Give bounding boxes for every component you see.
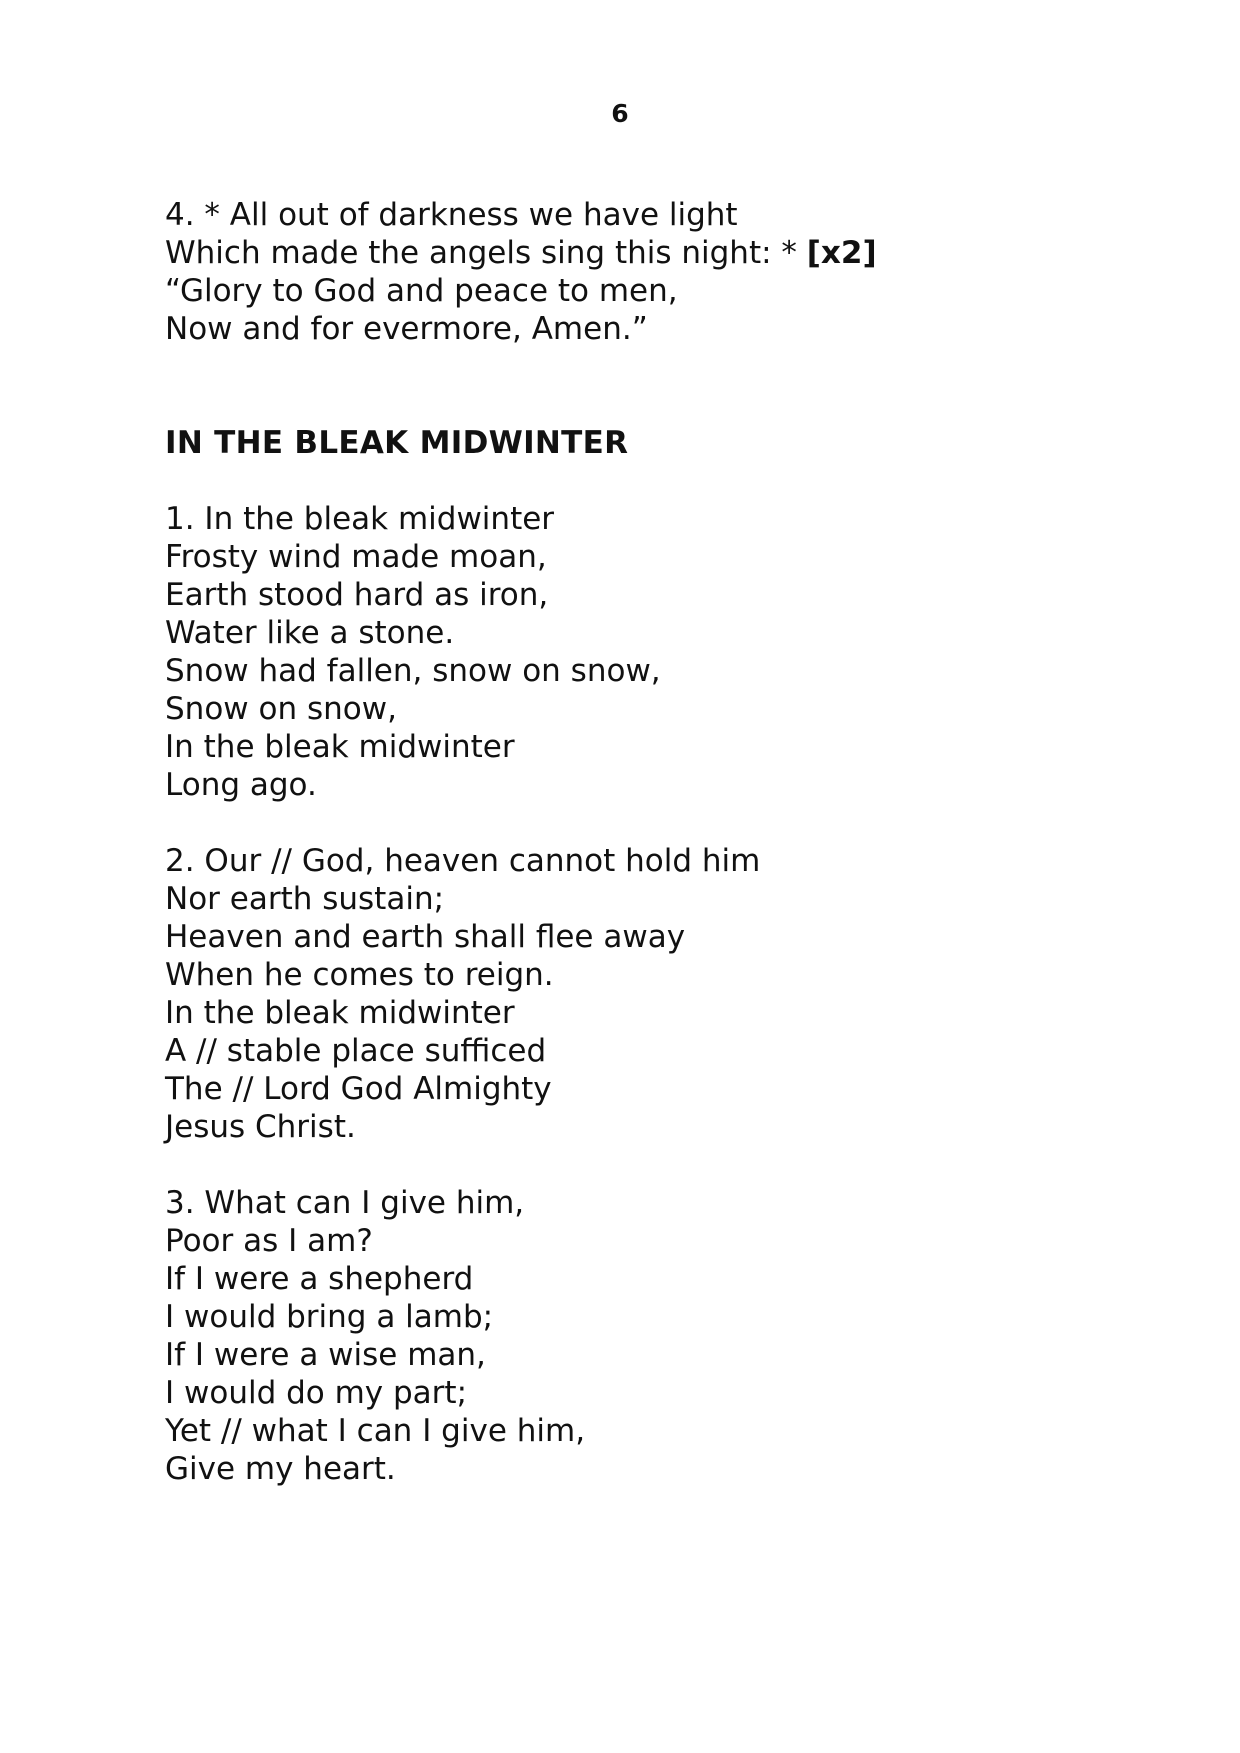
verse-line: 1. In the bleak midwinter [165,501,555,537]
hymn-verse-3 [165,1184,1165,1488]
hymn-verse-2 [165,842,1165,1146]
verse-line: Earth stood hard as iron, [165,577,549,613]
verse-line: Long ago. [165,767,317,803]
verse-line: If I were a shepherd [165,1261,474,1297]
verse-line: I would do my part; [165,1375,468,1411]
verse-line: Now and for evermore, Amen.” [165,311,648,347]
verse-line: In the bleak midwinter [165,729,515,765]
verse-line: Frosty wind made moan, [165,539,547,575]
page-number: 6 [611,99,629,128]
verse-line: Nor earth sustain; [165,881,445,917]
previous-hymn-verse-4 [165,196,1165,348]
verse-line: If I were a wise man, [165,1337,486,1373]
verse-line: Give my heart. [165,1451,396,1487]
verse-line [165,234,1165,272]
verse-line: Snow on snow, [165,691,397,727]
verse-line: 3. What can I give him, [165,1185,525,1221]
verse-line: “Glory to God and peace to men, [165,273,678,309]
verse-line: Snow had fallen, snow on snow, [165,653,661,689]
verse-line: When he comes to reign. [165,957,554,993]
verse-line: 4. * All out of darkness we have light [165,197,738,233]
verse-line: Heaven and earth shall flee away [165,919,686,955]
hymn-page-content [165,196,1165,1488]
verse-line: The // Lord God Almighty [165,1071,552,1107]
verse-line: Poor as I am? [165,1223,373,1259]
verse-line: I would bring a lamb; [165,1299,494,1335]
verse-line: 2. Our // God, heaven cannot hold him [165,843,761,879]
verse-line: Water like a stone. [165,615,455,651]
repeat-tag: [x2] [806,235,877,271]
verse-line-text: Which made the angels sing this night: * [165,235,807,271]
verse-line: Yet // what I can I give him, [165,1413,586,1449]
hymn-title: IN THE BLEAK MIDWINTER [165,425,629,461]
verse-line: In the bleak midwinter [165,995,515,1031]
hymn-verse-1 [165,500,1165,804]
verse-line: A // stable place sufficed [165,1033,547,1069]
verse-line: Jesus Christ. [165,1109,356,1145]
